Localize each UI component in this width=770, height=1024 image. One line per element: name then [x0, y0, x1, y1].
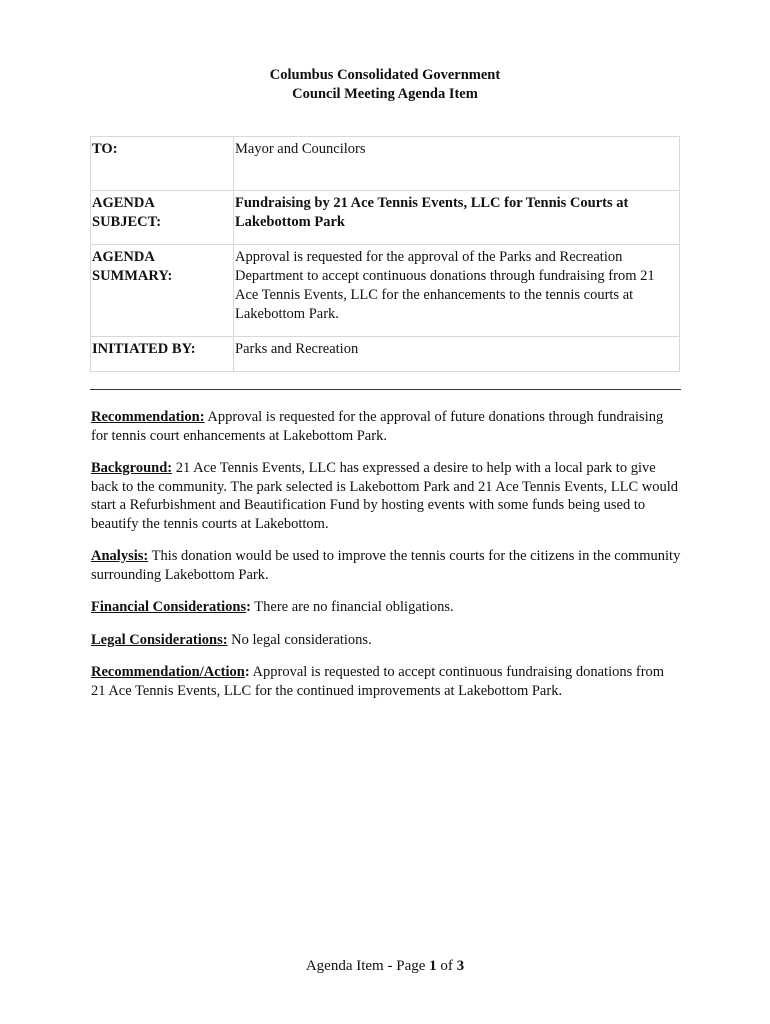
summary-label — [91, 245, 234, 337]
footer-prefix: Agenda Item - Page — [305, 958, 430, 974]
summary-label-line2: SUMMARY: — [92, 268, 173, 284]
subject-label-line1: AGENDA — [92, 195, 155, 211]
action-colon: : — [244, 664, 250, 680]
subject-label-line2: SUBJECT: — [92, 214, 162, 230]
legal-text: No legal considerations. — [227, 631, 372, 648]
analysis-text: This donation would be used to improve the tennis courts for the citizens in the community surrounding Lakebottom Park. — [91, 548, 681, 583]
footer-page-number: 1 — [429, 958, 437, 974]
footer-of: of — [436, 958, 457, 974]
initiated-label: INITIATED BY: — [91, 337, 234, 372]
subject-value: Fundraising by 21 Ace Tennis Events, LLC for Tennis Courts at Lakebottom Park — [234, 191, 680, 245]
agenda-info-table — [90, 136, 680, 372]
table-row-initiated — [91, 337, 680, 372]
horizontal-divider — [90, 389, 681, 390]
action-heading: Recommendation/Action — [91, 664, 245, 680]
financial-text: There are no financial obligations. — [250, 599, 454, 615]
to-value: Mayor and Councilors — [234, 137, 680, 191]
summary-value: Approval is requested for the approval of the Parks and Recreation Department to accept continuous donations through fundraising from 21 Ace Tennis Events, LLC for the enhancements to the tennis courts at Lakebottom Park. — [234, 245, 680, 337]
action-text: Approval is requested to accept continuous fundraising donations from 21 Ace Tennis Events, LLC for the continued improvements at Lakebottom Park. — [91, 664, 665, 699]
agenda-sections — [91, 408, 681, 714]
legal-heading: Legal Considerations: — [91, 631, 228, 648]
action-section — [91, 663, 681, 700]
table-row-subject — [91, 191, 680, 245]
financial-section — [91, 598, 681, 617]
legal-section — [91, 631, 681, 650]
subject-label — [91, 191, 234, 245]
financial-colon: : — [246, 599, 251, 615]
background-section — [91, 459, 681, 533]
document-header — [0, 66, 770, 104]
analysis-heading: Analysis: — [91, 548, 149, 564]
table-row-to — [91, 137, 680, 191]
background-heading: Background: — [91, 460, 173, 476]
footer-page-total: 3 — [456, 958, 465, 974]
document-title: Council Meeting Agenda Item — [292, 86, 478, 102]
page-footer — [0, 958, 770, 975]
financial-heading: Financial Considerations — [91, 599, 247, 615]
recommendation-text: Approval is requested for the approval of future donations through fundraising for tennis court enhancements at Lakebottom Park. — [91, 409, 664, 444]
summary-label-line1: AGENDA — [92, 249, 155, 265]
government-title: Columbus Consolidated Government — [269, 67, 501, 83]
initiated-value: Parks and Recreation — [234, 337, 680, 372]
analysis-section — [91, 547, 681, 584]
table-row-summary — [91, 245, 680, 337]
recommendation-section — [91, 408, 681, 445]
to-label: TO: — [91, 137, 234, 191]
background-text: 21 Ace Tennis Events, LLC has expressed a desire to help with a local park to give back to the community. The park selected is Lakebottom Park and 21 Ace Tennis Events, LLC would start a Refurbishment and Beautification Fund by hosting events with some funds being used to beautify the tennis courts at Lakebottom. — [91, 460, 679, 532]
recommendation-heading: Recommendation: — [91, 409, 205, 425]
